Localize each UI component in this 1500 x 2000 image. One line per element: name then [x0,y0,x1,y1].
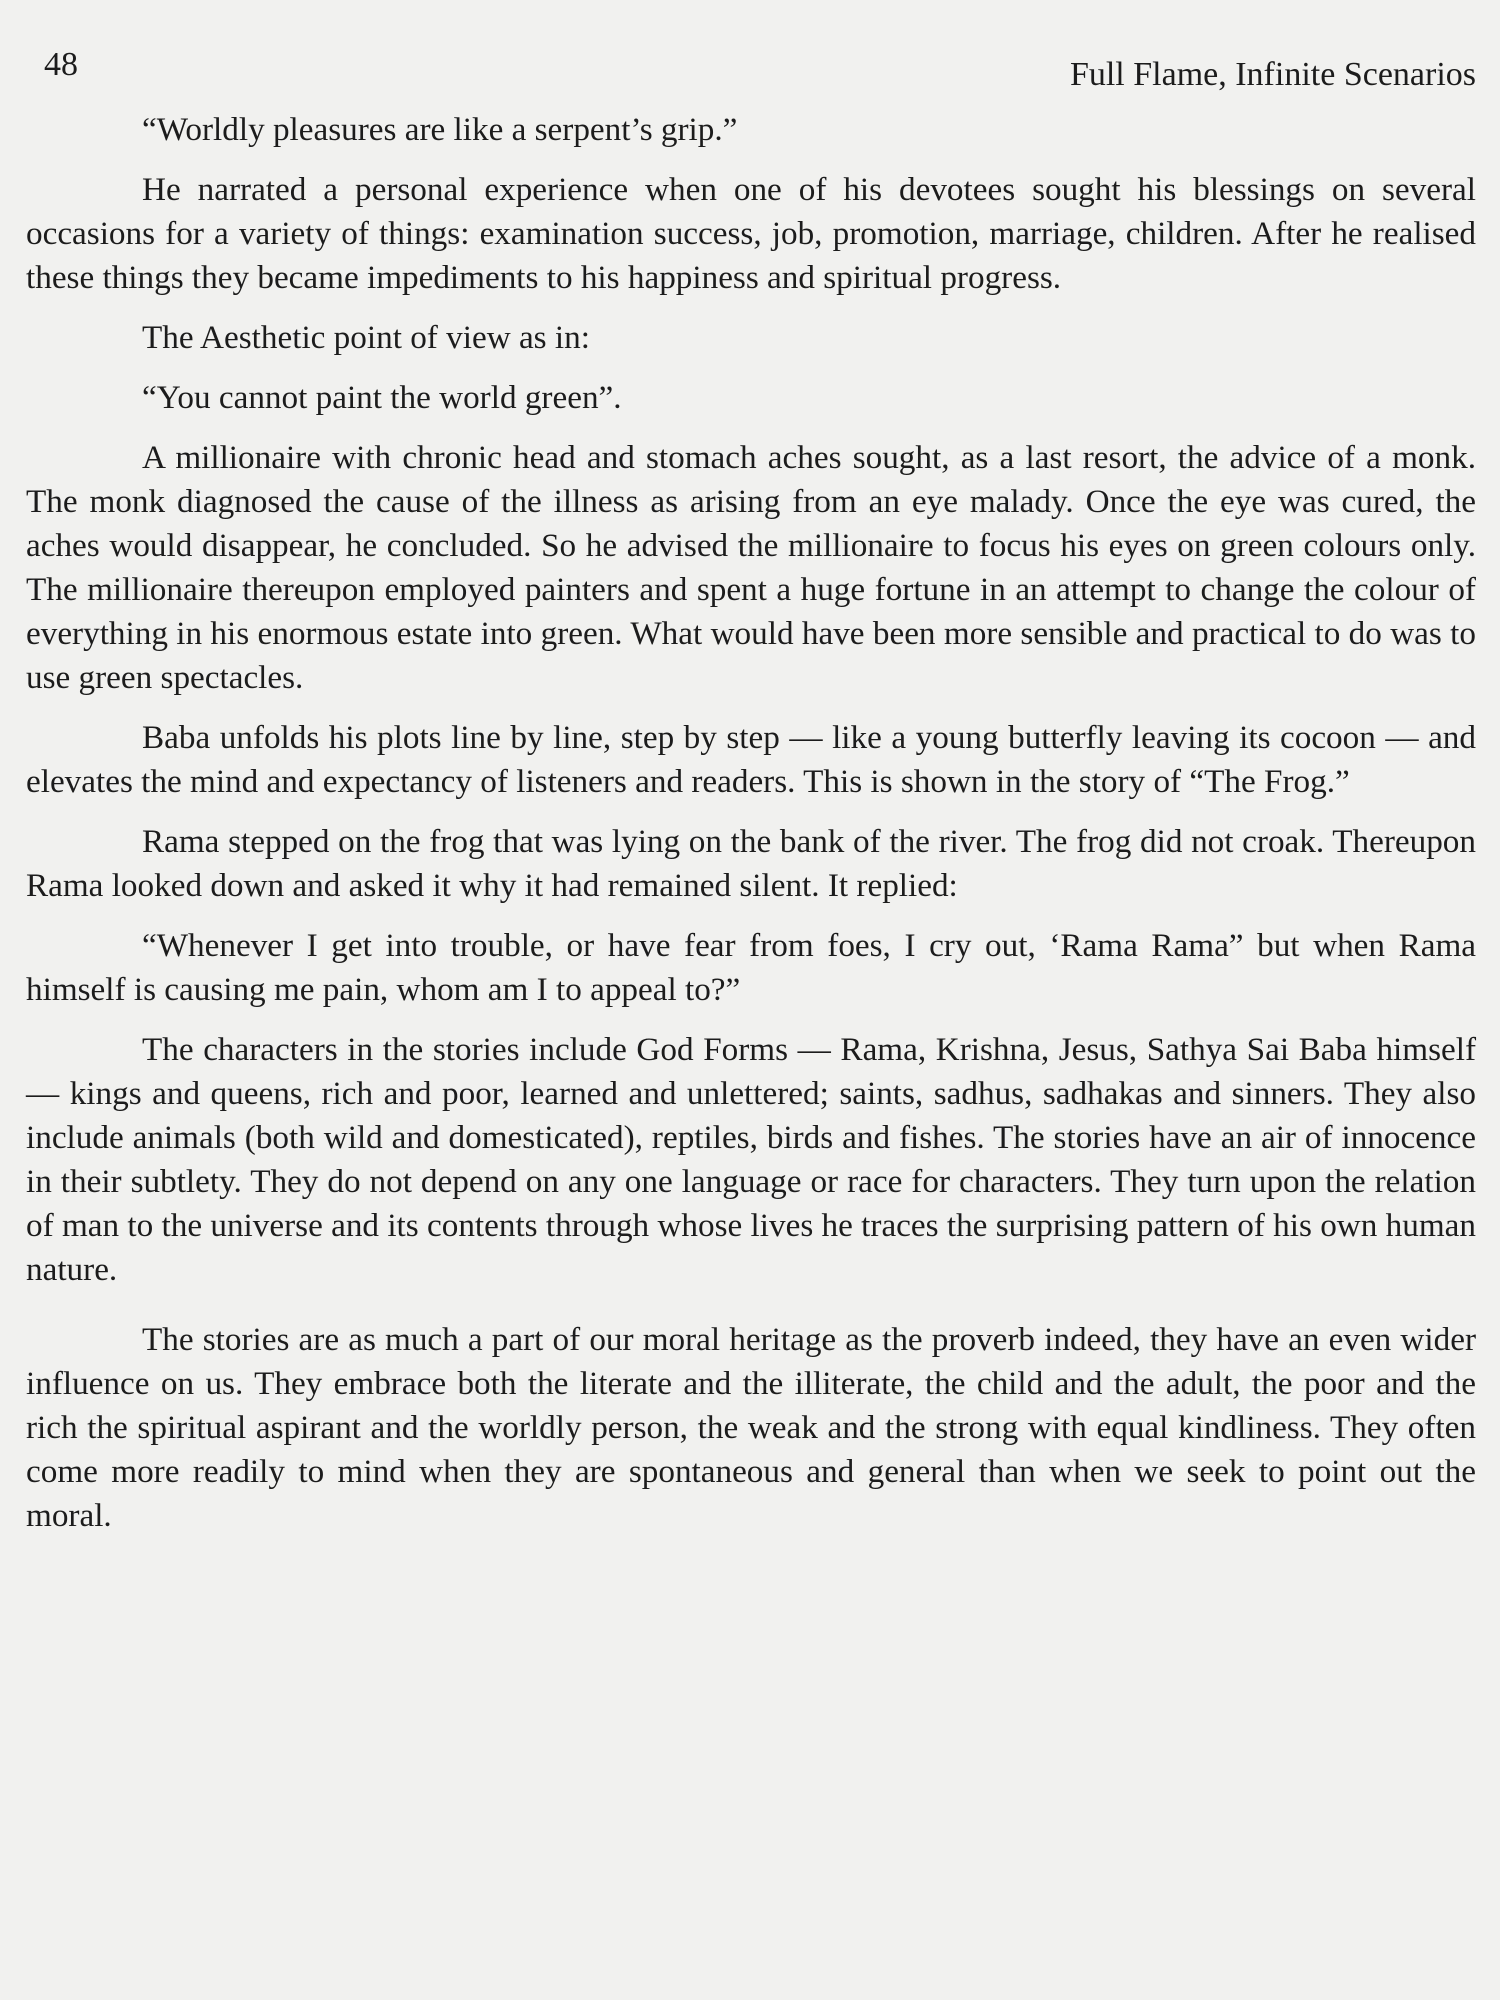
paragraph-characters: The characters in the stories include God Forms — Rama, Krishna, Jesus, Sathya Sai Baba himself — kings and queens, rich and poor, learned and unlettered; saints, sadhus, sadhakas and sinners. They also include animals (both wild and domesticated), reptiles, birds and fishes. The stories have an air of innocence in their subtlety. They do not depend on any one language or race for characters. They turn upon the relation of man to the universe and its contents through whose lives he traces the surprising pattern of his own human nature. [26,1031,1476,1288]
running-head [26,40,1476,102]
book-page [26,40,1476,1980]
running-title: Full Flame, Infinite Scenarios [1069,56,1476,93]
quote-worldly-pleasures: “Worldly pleasures are like a serpent’s grip.” [142,111,738,148]
paragraph-frog-story: Rama stepped on the frog that was lying on the bank of the river. The frog did not croak. Thereupon Rama looked down and asked it why it had remained silent. It replied: [26,823,1476,904]
paragraph-butterfly: Baba unfolds his plots line by line, step by step — like a young butterfly leaving its cocoon — and elevates the mind and expectancy of listeners and readers. This is shown in the story of “The Frog.” [26,719,1476,800]
paragraph-moral-heritage: The stories are as much a part of our moral heritage as the proverb indeed, they have an even wider influence on us. They embrace both the literate and the illiterate, the child and the adult, the poor and the rich the spiritual aspirant and the worldly person, the weak and the strong with equal kindliness. They often come more readily to mind when they are spontaneous and general than when we seek to point out the moral. [26,1321,1476,1534]
paragraph-aesthetic-intro: The Aesthetic point of view as in: [142,319,590,356]
paragraph-devotee-experience: He narrated a personal experience when one of his devotees sought his blessings on several occasions for a variety of things: examination success, job, promotion, marriage, children. After he realised these things they became impediments to his happiness and spiritual progress. [26,171,1476,296]
body-text [26,108,1476,1538]
paragraph-millionaire-story: A millionaire with chronic head and stomach aches sought, as a last resort, the advice of a monk. The monk diagnosed the cause of the illness as arising from an eye malady. Once the eye was cured, the aches would disappear, he concluded. So he advised the millionaire to focus his eyes on green colours only. The millionaire thereupon employed painters and spent a huge fortune in an attempt to change the colour of everything in his enormous estate into green. What would have been more sensible and practical to do was to use green spectacles. [26,439,1476,696]
quote-paint-world-green: “You cannot paint the world green”. [142,379,622,416]
quote-frog-reply: “Whenever I get into trouble, or have fear from foes, I cry out, ‘Rama Rama” but when Rama himself is causing me pain, whom am I to appeal to?” [26,927,1476,1008]
page-number: 48 [44,46,78,83]
